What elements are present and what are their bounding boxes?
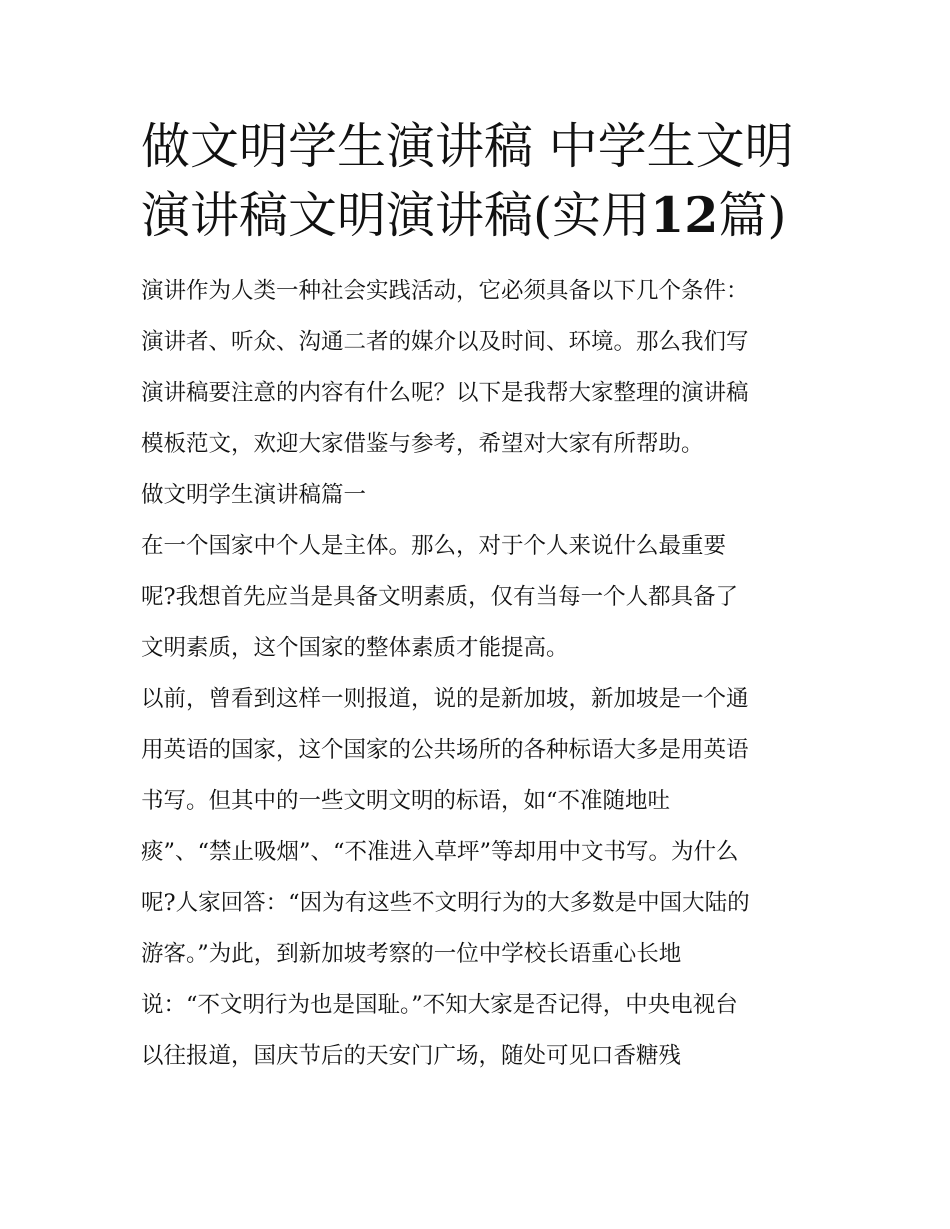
- document-title: [141, 112, 813, 250]
- title-line-2: 演讲稿文明演讲稿(实用12篇): [141, 186, 787, 244]
- body-line-15: 说：“不文明行为也是国耻。”不知大家是否记得，中央电视台: [141, 992, 738, 1018]
- body-line-10: 用英语的国家，这个国家的公共场所的各种标语大多是用英语: [141, 737, 749, 763]
- body-line-13: 呢?人家回答：“因为有这些不文明行为的大多数是中国大陆的: [141, 890, 750, 916]
- section-heading: 做文明学生演讲稿篇一: [141, 482, 367, 508]
- body-line-7: 呢?我想首先应当是具备文明素质，仅有当每一个人都具备了: [141, 584, 739, 610]
- document-body: [141, 273, 813, 1089]
- body-line-2: 演讲者、听众、沟通二者的媒介以及时间、环境。那么我们写: [141, 329, 749, 355]
- body-line-1: 演讲作为人类一种社会实践活动，它必须具备以下几个条件：: [141, 278, 749, 304]
- title-line-1: 做文明学生演讲稿 中学生文明: [141, 118, 794, 175]
- body-line-3: 演讲稿要注意的内容有什么呢？以下是我帮大家整理的演讲稿: [141, 380, 749, 406]
- body-line-16: 以往报道，国庆节后的天安门广场，随处可见口香糖残: [141, 1043, 682, 1069]
- body-line-8: 文明素质，这个国家的整体素质才能提高。: [141, 635, 569, 661]
- body-line-9: 以前，曾看到这样一则报道，说的是新加坡，新加坡是一个通: [141, 686, 749, 712]
- body-line-12: 痰”、“禁止吸烟”、“不准进入草坪”等却用中文书写。为什么: [141, 839, 739, 865]
- body-line-14: 游客。”为此，到新加坡考察的一位中学校长语重心长地: [141, 941, 682, 967]
- document-content: [141, 112, 813, 1089]
- body-line-4: 模板范文，欢迎大家借鉴与参考，希望对大家有所帮助。: [141, 431, 704, 457]
- body-line-6: 在一个国家中个人是主体。那么，对于个人来说什么最重要: [141, 533, 727, 559]
- body-line-11: 书写。但其中的一些文明文明的标语，如“不准随地吐: [141, 788, 671, 814]
